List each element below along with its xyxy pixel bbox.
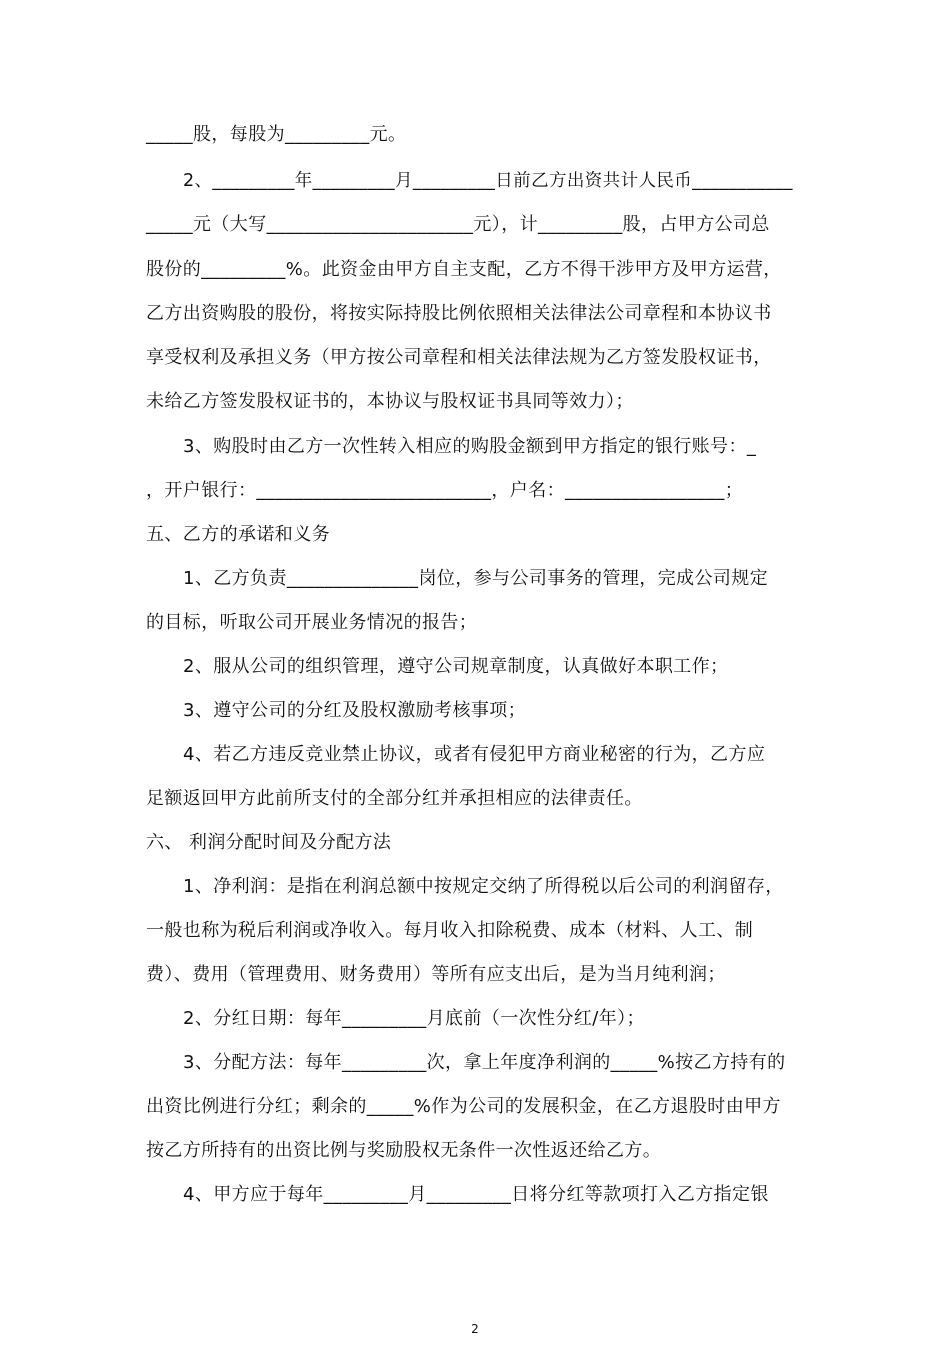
text-line: 一般也称为税后利润或净收入。每月收入扣除税费、成本（材料、人工、制 — [146, 920, 754, 941]
text-line: 3、分配方法：每年_________次，拿上年度净利润的_____%按乙方持有的 — [183, 1052, 786, 1073]
text-line: 4、甲方应于每年_________月_________日将分红等款项打入乙方指定银 — [183, 1184, 769, 1205]
text-line: 2、分红日期：每年_________月底前（一次性分红/年）； — [183, 1008, 645, 1029]
text-line: ，开户银行：_________________________，户名：_________________； — [146, 480, 744, 501]
text-line: 2、服从公司的组织管理，遵守公司规章制度，认真做好本职工作； — [183, 656, 729, 677]
text-line: 享受权利及承担义务（甲方按公司章程和相关法律法规为乙方签发股权证书， — [146, 347, 772, 368]
text-line: 未给乙方签发股权证书的，本协议与股权证书具同等效力）； — [146, 391, 634, 412]
text-line: 按乙方所持有的出资比例与奖励股权无条件一次性返还给乙方。 — [146, 1140, 662, 1161]
text-line: 的目标，听取公司开展业务情况的报告； — [146, 612, 478, 633]
text-line: 3、购股时由乙方一次性转入相应的购股金额到甲方指定的银行账号：_ — [183, 436, 757, 457]
text-line: 4、若乙方违反竞业禁止协议，或者有侵犯甲方商业秘密的行为，乙方应 — [183, 744, 766, 765]
text-line: 股份的_________%。此资金由甲方自主支配，乙方不得干涉甲方及甲方运营， — [146, 259, 782, 280]
text-line: _____元（大写______________________元），计_________股，占甲方公司总 — [146, 214, 770, 235]
text-line: 3、遵守公司的分红及股权激励考核事项； — [183, 700, 527, 721]
text-line: _____股，每股为_________元。 — [146, 124, 407, 145]
text-line: 费）、费用（管理费用、财务费用）等所有应支出后，是为当月纯利润； — [146, 964, 726, 985]
text-line: 1、乙方负责______________岗位，参与公司事务的管理，完成公司规定 — [183, 568, 769, 589]
text-line: 出资比例进行分红；剩余的_____%作为公司的发展积金，在乙方退股时由甲方 — [146, 1096, 781, 1117]
page-number: 2 — [471, 1322, 479, 1336]
text-line: 1、净利润：是指在利润总额中按规定交纳了所得税以后公司的利润留存， — [183, 876, 784, 897]
text-line: 足额返回甲方此前所支付的全部分红并承担相应的法律责任。 — [146, 788, 643, 809]
section-heading: 五、乙方的承诺和义务 — [146, 524, 330, 545]
text-line: 乙方出资购股的股份，将按实际持股比例依照相关法律法公司章程和本协议书 — [146, 303, 772, 324]
section-heading: 六、 利润分配时间及分配方法 — [146, 832, 392, 853]
text-line: 2、_________年_________月_________日前乙方出资共计人民币___________ — [183, 171, 793, 191]
